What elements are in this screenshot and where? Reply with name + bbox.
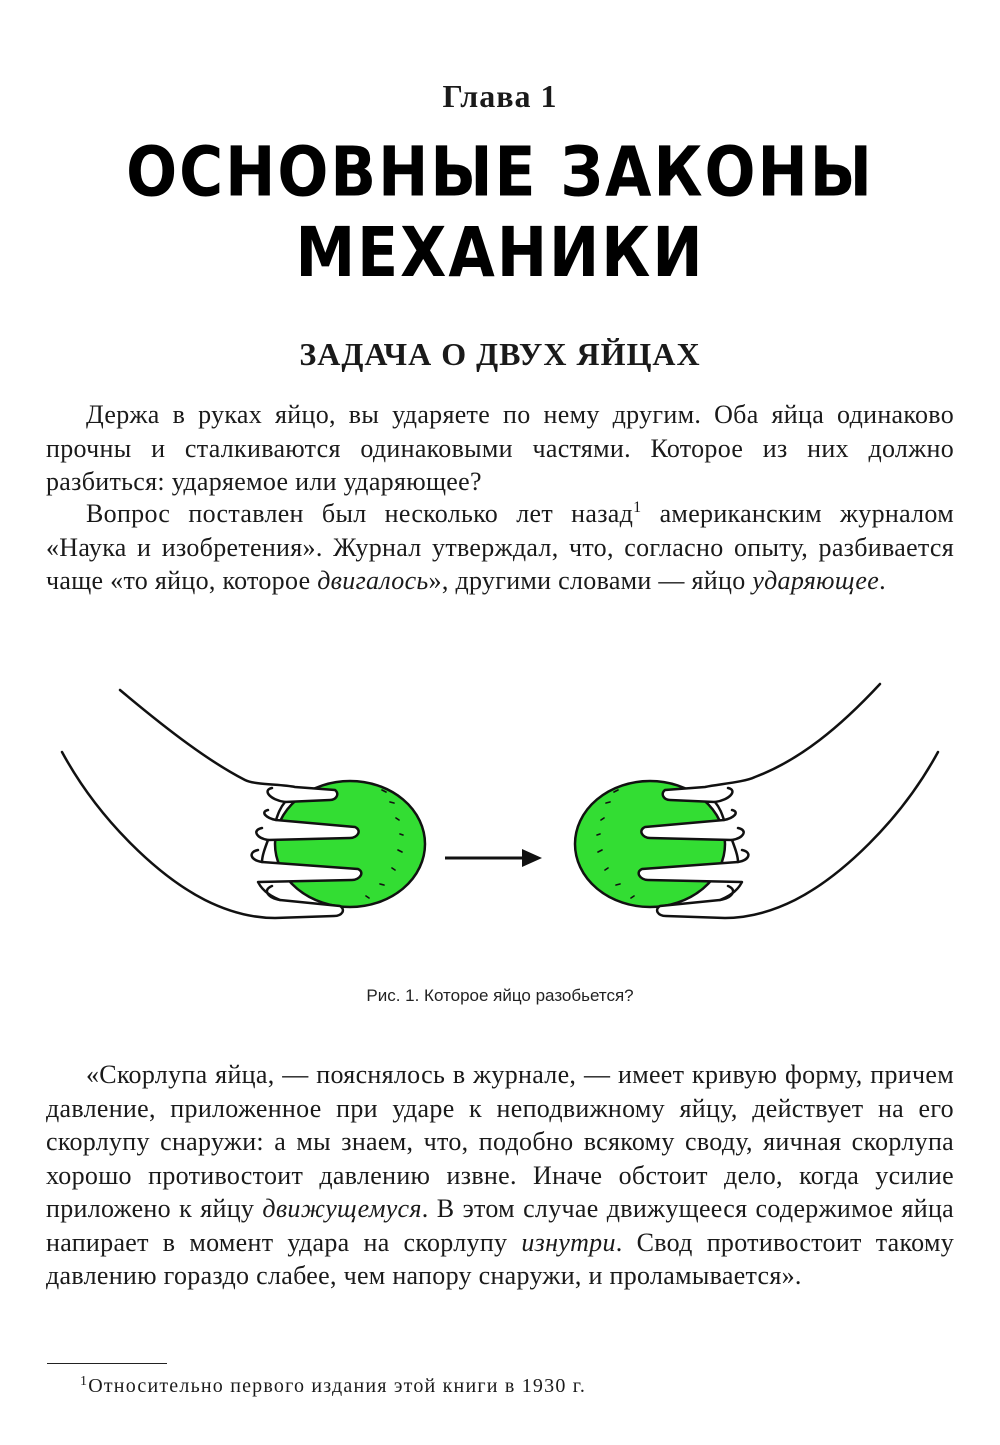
paragraph-2-emphasis-2: ударяющее [752, 566, 880, 595]
paragraph-3-text-a: «Скорлупа яйца, — пояснялось в журнале, — имеет кривую форму, причем давление, приложенное при ударе к неподвижному яйцу, действует на его скорлупу снаружи: а мы знаем, что, подобно всякому своду, яичная скорлупа хорошо противостоит давлению извне. Иначе обстоит дело, когда усилие приложено к яйцу [46, 1060, 954, 1223]
footnote-divider [47, 1363, 167, 1364]
paragraph-3-emphasis-2: изнутри [521, 1227, 616, 1257]
paragraph-2-text-a: Вопрос поставлен был несколько лет назад [86, 499, 634, 528]
paragraph-1: Держа в руках яйцо, вы ударяете по нему другим. Оба яйца одинаково прочны и сталкиваются одинаковыми частями. Которое из них должно разбиться: ударяемое или ударяющее? [46, 400, 954, 496]
chapter-title: ОСНОВНЫЕ ЗАКОНЫ МЕХАНИКИ [126, 132, 874, 293]
paragraph-3 [46, 1058, 954, 1293]
chapter-label: Глава 1 [442, 78, 558, 114]
eggs-illustration [40, 672, 960, 972]
footnote-reference: 1 [633, 499, 642, 516]
paragraph-2-text-b: американским журналом «Наука и изобретения». Журнал утверждал, что, согласно опыту, разбивается чаще «то яйцо, которое [46, 499, 954, 595]
paragraph-3-text-c: . Свод противостоит такому давлению гораздо слабее, чем напору снаружи, и проламывается». [46, 1227, 954, 1290]
left-hand-with-egg-icon [62, 690, 425, 918]
paragraph-2-text-d: . [879, 566, 886, 595]
paragraph-2-text-c: », другими словами — яйцо [428, 566, 753, 595]
figure-caption: Рис. 1. Которое яйцо разобьется? [366, 986, 634, 1005]
footnote-text: Относительно первого издания этой книги в 1930 г. [88, 1375, 587, 1397]
paragraph-2-emphasis-1: двигалось [317, 566, 429, 595]
footnote-marker: 1 [80, 1374, 89, 1389]
section-title: ЗАДАЧА О ДВУХ ЯЙЦАХ [299, 336, 701, 372]
paragraph-2 [46, 497, 954, 598]
footnote [80, 1375, 980, 1398]
right-hand-with-egg-icon [575, 684, 938, 918]
arrow-right-icon [445, 849, 542, 867]
figure-eggs [40, 672, 960, 972]
paragraph-3-text-b: . В этом случае движущееся содержимое яйца напирает в момент удара на скорлупу [46, 1194, 954, 1257]
paragraph-3-emphasis-1: движущемуся [262, 1194, 422, 1223]
